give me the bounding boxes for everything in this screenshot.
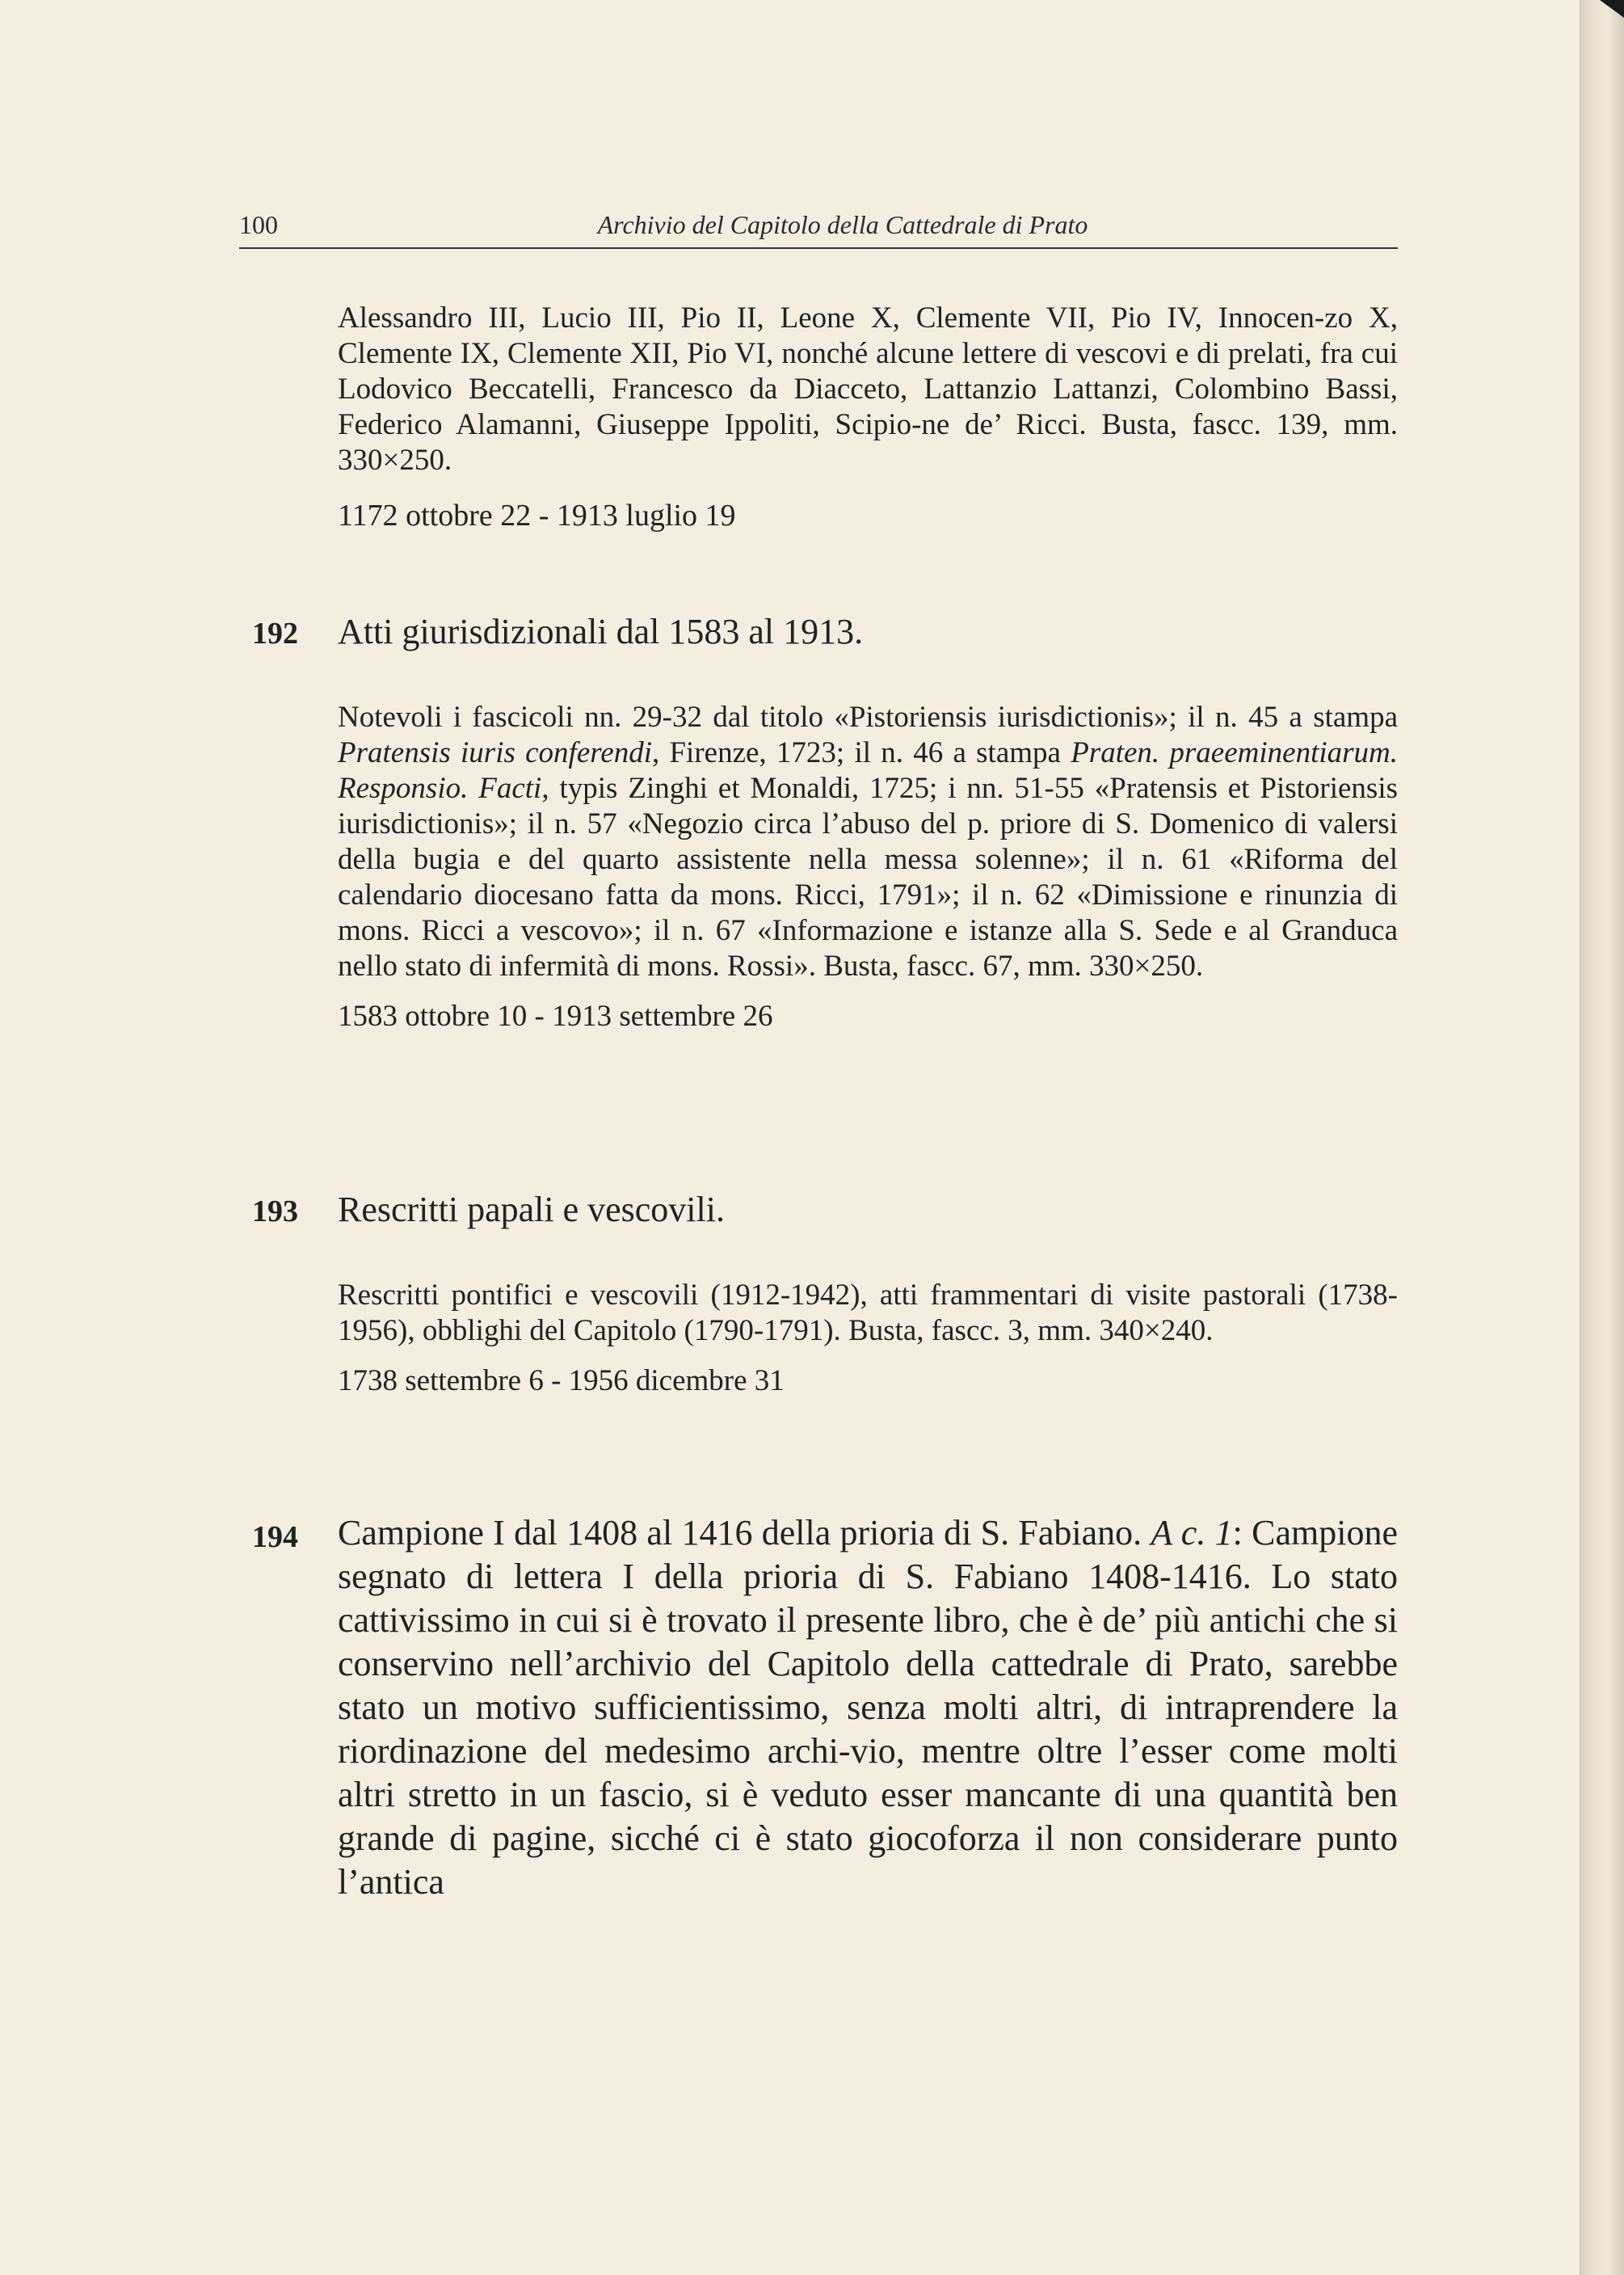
continuation-date: 1172 ottobre 22 - 1913 luglio 19 [338, 499, 736, 533]
entry-number-192: 192 [252, 617, 298, 651]
entry-number-193: 193 [252, 1194, 298, 1228]
entry-body-text: Campione I dal 1408 al 1416 della prioria di S. Fabiano. A c. 1: Campione segnato di lettera I della prioria di S. Fabiano 1408-1416. Lo stato cattivissimo in cui si è trovato il presente libro, che è de’ più antichi che si conservino nell’archivio del Capitolo della cattedrale di Prato, sarebbe stato un motivo sufficientissimo, senza molti altri, di intraprendere la riordinazione del medesimo archi-vio, mentre oltre l’esser come molti altri stretto in un fascio, si è veduto esser mancante di una quantità ben grande di pagine, sicché ci è stato giocoforza il non considerare punto l’antica [338, 1513, 1398, 1902]
entry-title-193: Rescritti papali e vescovili. [338, 1190, 725, 1229]
continuation-text: Alessandro III, Lucio III, Pio II, Leone X, Clemente VII, Pio IV, Innocen-zo X, Clemente IX, Clemente XII, Pio VI, nonché alcune lettere di vescovi e di prelati, fra cui Lodovico Beccatelli, Francesco da Diacceto, Lattanzio Lattanzi, Colombino Bassi, Federico Alamanni, Giuseppe Ippoliti, Scipio-ne de’ Ricci. Busta, fascc. 139, mm. 330×250. [338, 301, 1398, 477]
page-edge [1580, 0, 1624, 2275]
page-header [239, 207, 1398, 249]
entry-title-192: Atti giurisdizionali dal 1583 al 1913. [338, 612, 864, 651]
entry-description-192 [338, 700, 1398, 1034]
entry-date-192: 1583 ottobre 10 - 1913 settembre 26 [338, 1000, 773, 1033]
entry-description-text: Rescritti pontifici e vescovili (1912-1942), atti frammentari di visite pastorali (1738-1956), obblighi del Capitolo (1790-1791). Busta, fascc. 3, mm. 340×240. [338, 1279, 1398, 1347]
continuation-block [338, 301, 1398, 533]
entry-description-text: Notevoli i fascicoli nn. 29-32 dal titolo «Pistoriensis iurisdictionis»; il n. 45 a stampa Pratensis iuris conferendi, Firenze, 1723; il n. 46 a stampa Praten. praeeminentiarum. Responsio. Facti, typis Zinghi et Monaldi, 1725; i nn. 51-55 «Pratensis et Pistoriensis iurisdictionis»; il n. 57 «Negozio circa l’abuso del p. priore di S. Domenico di valersi della bugia e del quarto assistente nella messa solenne»; il n. 61 «Riforma del calendario diocesano fatta da mons. Ricci, 1791»; il n. 62 «Dimissione e rinunzia di mons. Ricci a vescovo»; il n. 67 «Informazione e istanze alla S. Sede e al Granduca nello stato di infermità di mons. Rossi». Busta, fascc. 67, mm. 330×250. [338, 701, 1398, 983]
entry-number-194: 194 [252, 1520, 298, 1554]
entry-text-194 [338, 1511, 1398, 1904]
page-number: 100 [239, 210, 278, 239]
entry-date-193: 1738 settembre 6 - 1956 dicembre 31 [338, 1364, 785, 1397]
entry-description-193 [338, 1278, 1398, 1399]
running-title: Archivio del Capitolo della Cattedrale di Prato [597, 210, 1088, 239]
